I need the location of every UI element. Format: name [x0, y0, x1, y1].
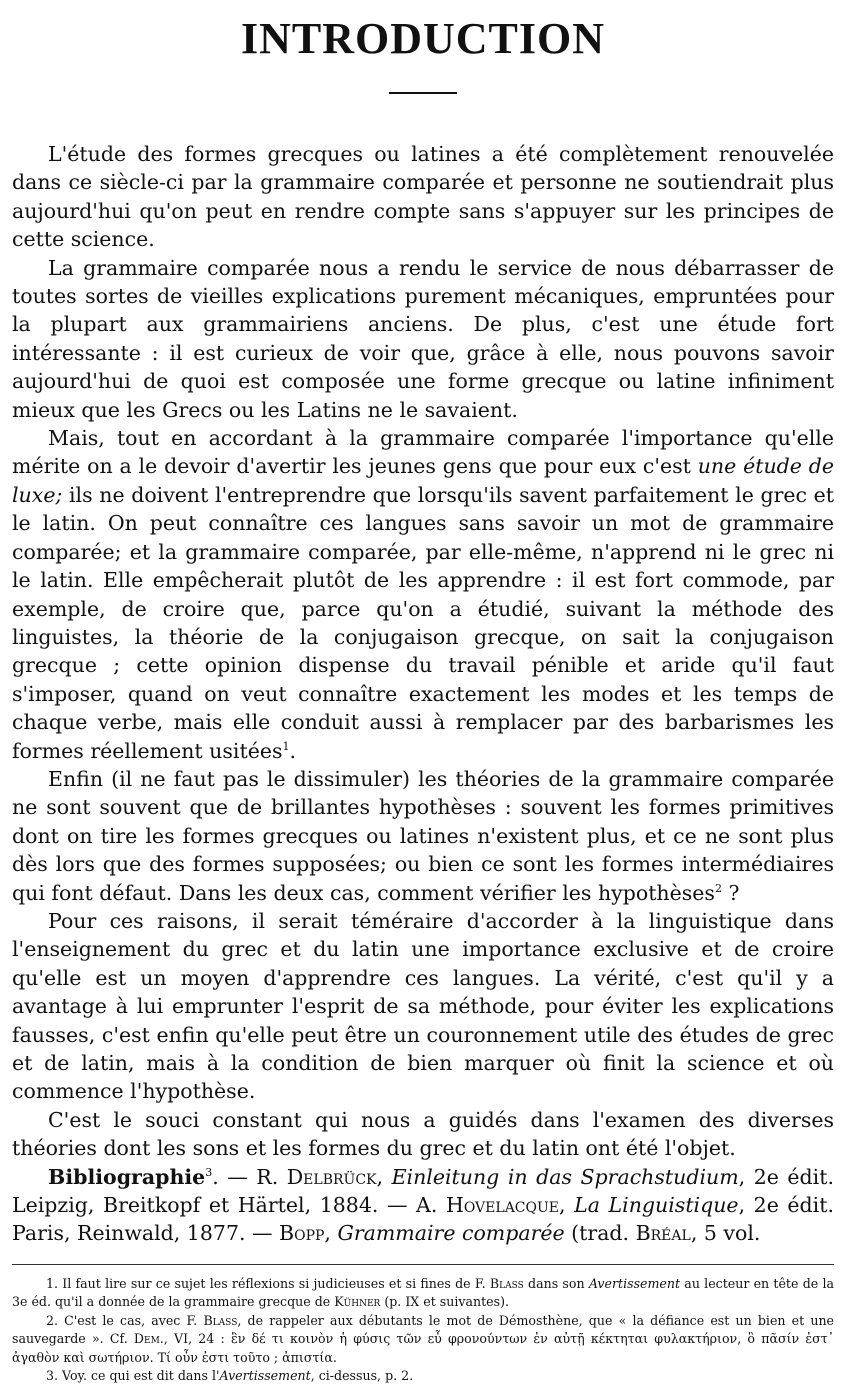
- bib-author-breal: Bréal: [635, 1221, 691, 1246]
- bib-sep-3: ,: [324, 1221, 338, 1246]
- footnote-3: [12, 1367, 834, 1386]
- footnote-2-text-a: 2. C'est le cas, avec F.: [46, 1312, 204, 1328]
- bib-dash-1: . — R.: [212, 1164, 287, 1189]
- bib-work-grammaire: Grammaire comparée: [337, 1221, 565, 1246]
- bib-author-delbruck: Delbrück: [286, 1164, 377, 1189]
- bib-rest-2: , 2e édit. Paris, Reinwald, 1877. —: [12, 1193, 834, 1246]
- footnote-1-text-c: au lecteur en tête de la 3e éd. qu'il a donnée de la grammaire grecque de: [12, 1275, 834, 1310]
- bib-sep-2: ,: [559, 1193, 575, 1218]
- paragraph-4-text-b: ?: [721, 880, 740, 905]
- paragraph-3-text-b: ils ne doivent l'entreprendre que lorsqu'ils savent parfaitement le grec et le latin. On peut connaître ces langues sans savoir un mot de grammaire comparée; et la grammaire comparée, par elle-même, n'apprend ni le grec ni le latin. Elle empêcherait plutôt de les apprendre : il est fort commode, par exemple, de croire que, parce qu'on a étudié, suivant la méthode des linguistes, la théorie de la conjugaison grecque, on sait la conjugaison grecque ; cette opinion dispense du travail pénible et aride qu'il faut s'imposer, quand on veut connaître exactement les modes et les temps de chaque verbe, mais elle conduit aussi à remplacer par des barbarismes les formes réellement usitées: [12, 482, 834, 763]
- footnote-3-text-b: , ci-dessus, p. 2.: [310, 1368, 414, 1384]
- bib-author-hovelacque: Hovelacque: [445, 1193, 560, 1218]
- bib-author-bopp: Bopp: [279, 1221, 325, 1246]
- footnote-2-blass: Blass: [203, 1312, 238, 1328]
- paragraph-1: L'étude des formes grecques ou latines a été complètement renouvelée dans ce siècle-ci par la grammaire comparée et personne ne soutiendrait plus aujourd'hui qu'on peut en rendre compte sans s'appuyer sur les principes de cette science.: [12, 142, 834, 252]
- bib-rest-1: , 2e édit. Leipzig, Breitkopf et Härtel, 1884. — A.: [12, 1164, 834, 1218]
- paragraph-5: Pour ces raisons, il serait téméraire d'accorder à la linguistique dans l'enseignement du grec et du latin une importance exclusive et de croire qu'elle est un moyen d'apprendre ces langues. La vérité, c'est qu'il y a avantage à lui emprunter l'esprit de sa méthode, pour éviter les explications fausses, c'est enfin qu'elle peut être un couronnement utile des études de grec et de latin, mais à la condition de bien marquer où finit la science et où commence l'hypothèse.: [12, 908, 834, 1104]
- bib-work-linguistique: La Linguistique: [574, 1193, 739, 1218]
- bib-rest-4: , 5 vol.: [690, 1221, 761, 1246]
- footnote-2-text-b: , de rappeler aux débutants le mot de Démosthène, que « la défiance est un bien et une sauvegarde ». Cf.: [12, 1312, 835, 1347]
- bib-sep-1: ,: [376, 1164, 392, 1189]
- paragraph-3-text-a: Mais, tout en accordant à la grammaire comparée l'importance qu'elle mérite on a le devoir d'avertir les jeunes gens que pour eux c'est: [12, 426, 834, 479]
- footnote-1-text-a: 1. Il faut lire sur ce sujet les réflexions si judicieuses et si fines de F.: [46, 1275, 490, 1291]
- bibliography-label: Bibliographie: [48, 1164, 206, 1189]
- footnote-1-kuhner: Kühner: [334, 1294, 381, 1310]
- page-title: INTRODUCTION: [240, 14, 606, 63]
- paragraph-4: [12, 765, 834, 907]
- bibliography: [12, 1163, 834, 1248]
- footnote-ref-3[interactable]: 3: [205, 1165, 213, 1179]
- footnote-1-blass: Blass: [489, 1275, 524, 1291]
- paragraph-3-text-c: .: [289, 738, 297, 763]
- bib-work-einleitung: Einleitung in das Sprachstudium: [391, 1164, 739, 1189]
- footnote-ref-1[interactable]: 1: [282, 739, 290, 753]
- footnote-1-work: Avertissement: [588, 1275, 681, 1291]
- footnote-1-text-d: (p. IX et suivantes).: [380, 1294, 510, 1310]
- footnote-1-text-b: dans son: [523, 1275, 589, 1291]
- footnote-2-dem: Dem.: [133, 1331, 164, 1347]
- footnote-3-text-a: 3. Voy. ce qui est dit dans l': [46, 1368, 220, 1384]
- footnote-1: [12, 1275, 834, 1312]
- paragraph-2: La grammaire comparée nous a rendu le service de nous débarrasser de toutes sortes de vieilles explications purement mécaniques, empruntées pour la plupart aux grammairiens anciens. De plus, c'est une étude fort intéressante : il est curieux de voir que, grâce à elle, nous pouvons savoir aujourd'hui de quoi est composée une forme grecque ou latine infiniment mieux que les Grecs ou les Latins ne le savaient.: [12, 255, 834, 422]
- bib-rest-3: (trad.: [564, 1221, 636, 1246]
- paragraph-4-text-a: Enfin (il ne faut pas le dissimuler) les théories de la grammaire comparée ne sont souvent que de brillantes hypothèses : souvent les formes primitives dont on tire les formes grecques ou latines n'existent plus, et ce ne sont plus dès lors que des formes supposées; ou bien ce sont les formes intermédiaires qui font défaut. Dans les deux cas, comment vérifier les hypothèses: [12, 766, 834, 905]
- paragraph-3-emphasis: une étude de luxe;: [12, 454, 834, 507]
- footnote-2-text-c: , VI, 24 : ἓν δέ τι κοινὸν ἡ φύσις τῶν εὖ φρονούντων ἐν αὐτῇ κέκτηται φυλακτήριον, ὃ πᾶσίν ἐστ᾽ ἀγαθὸν καὶ σωτήριον. Τί οὖν ἐστι τοῦτο ; ἀπιστία.: [12, 1331, 834, 1365]
- paragraph-3: [12, 424, 834, 765]
- title-rule: [389, 92, 457, 94]
- main-text: [12, 140, 834, 1248]
- footnote-ref-2[interactable]: 2: [714, 881, 722, 895]
- paragraph-6: C'est le souci constant qui nous a guidés dans l'examen des diverses théories dont les sons et les formes du grec et du latin ont été l'objet.: [12, 1107, 834, 1161]
- footnotes: [12, 1275, 834, 1386]
- footnote-separator: [12, 1264, 834, 1265]
- footnote-3-work: Avertissement: [219, 1368, 311, 1384]
